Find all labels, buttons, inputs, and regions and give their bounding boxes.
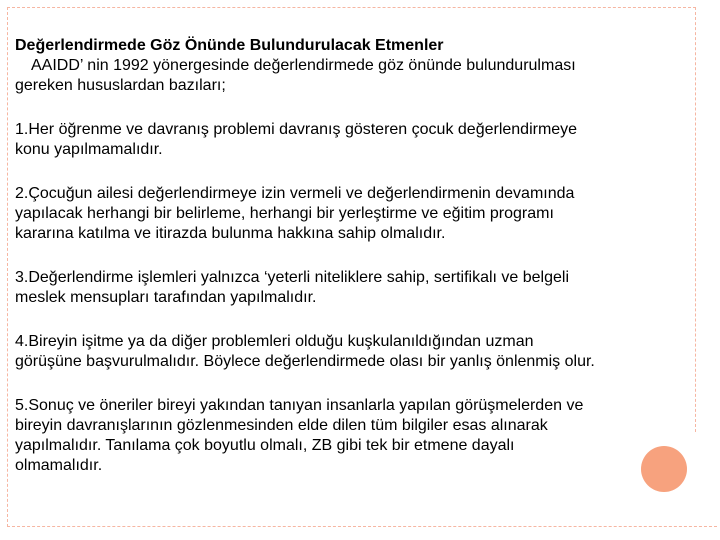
list-item-line: 1.Her öğrenme ve davranış problemi davranış gösteren çocuk değerlendirmeye	[15, 121, 578, 138]
list-item-line: yapılacak herhangi bir belirleme, herhangi bir yerleştirme ve eğitim programı	[15, 205, 554, 222]
list-item-line: meslek mensupları tarafından yapılmalıdır.	[15, 289, 317, 306]
slide-frame-bottom-border	[7, 526, 717, 527]
list-item	[15, 396, 685, 476]
list-item	[15, 120, 685, 160]
list-item-line: olmamalıdır.	[15, 457, 103, 474]
list-item-line: 2.Çocuğun ailesi değerlendirmeye izin vermeli ve değerlendirmenin devamında	[15, 185, 575, 202]
intro-paragraph	[15, 56, 685, 96]
list-item	[15, 332, 685, 372]
list-item	[15, 184, 685, 244]
list-item-line: bireyin davranışlarının gözlenmesinden elde dilen tüm bilgiler esas alınarak	[15, 417, 548, 434]
list-item-line: 3.Değerlendirme işlemleri yalnızca ‘yeterli niteliklere sahip, sertifikalı ve belgeli	[15, 269, 570, 286]
list-item-line: konu yapılmamalıdır.	[15, 141, 163, 158]
document-content	[15, 36, 685, 476]
list-item-line: 4.Bireyin işitme ya da diğer problemleri olduğu kuşkulanıldığından uzman	[15, 333, 534, 350]
list-item-line: 5.Sonuç ve öneriler bireyi yakından tanıyan insanlarla yapılan görüşmelerden ve	[15, 397, 584, 414]
intro-line-1: AAIDD’ nin 1992 yönergesinde değerlendirmede göz önünde bulundurulması	[31, 57, 576, 74]
intro-line-2: gereken hususlardan bazıları;	[15, 77, 226, 94]
slide-frame-right-border	[695, 7, 696, 432]
list-item-line: kararına katılma ve itirazda bulunma hakkına sahip olmalıdır.	[15, 225, 446, 242]
list-item-line: yapılmalıdır. Tanılama çok boyutlu olmalı, ZB gibi tek bir etmene dayalı	[15, 437, 515, 454]
accent-circle	[641, 446, 687, 492]
document-title: Değerlendirmede Göz Önünde Bulundurulacak Etmenler	[15, 37, 444, 54]
list-item-line: görüşüne başvurulmalıdır. Böylece değerlendirmede olası bir yanlış önlenmiş olur.	[15, 353, 595, 370]
list-item	[15, 268, 685, 308]
